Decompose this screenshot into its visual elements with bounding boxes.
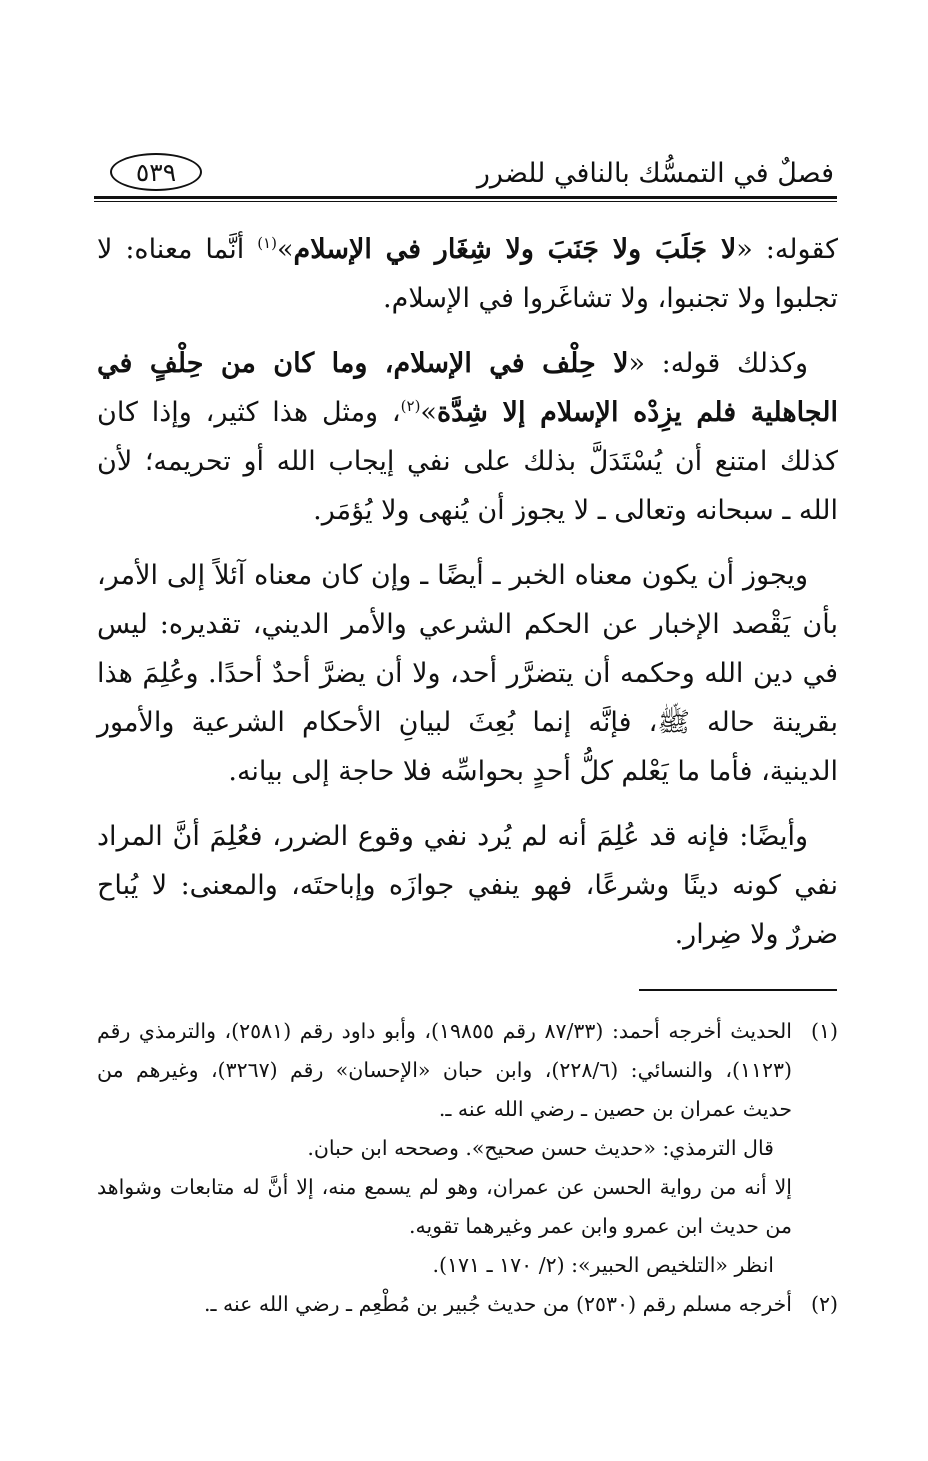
footnotes — [97, 1012, 838, 1324]
footnote-marker: (١) — [810, 1019, 838, 1043]
paragraph-1 — [97, 225, 838, 323]
p1-close-quote: » — [276, 234, 294, 265]
p2-rest: ، ومثل هذا كثير، وإذا كان كذلك امتنع أن يُسْتَدَلَّ بذلك على نفي إيجاب الله أو تحريمه؛ لأن الله ـ سبحانه وتعالى ـ لا يجوز أن يُنهى ولا يُؤمَر. — [97, 397, 838, 526]
paragraph-3: ويجوز أن يكون معناه الخبر ـ أيضًا ـ وإن كان معناه آئلاً إلى الأمر، بأن يَقْصد الإخبار عن الحكم الشرعي والأمر الديني، تقديره: ليس في دين الله وحكمه أن يتضرَّر أحد، ولا أن يضرَّ أحدٌ أحدًا. وعُلِمَ هذا بقرينة حاله ﷺ، فإنَّه إنما بُعِثَ لبيانِ الأحكام الشرعية والأمور الدينية، فأما ما يَعْلم كلُّ أحدٍ بحواسِّه فلا حاجة إلى بيانه. — [97, 560, 838, 787]
footnote-ref-2: (٢) — [400, 397, 421, 415]
main-text — [97, 225, 838, 975]
footnote-marker: (٢) — [810, 1292, 838, 1316]
footnote-line: قال الترمذي: «حديث حسن صحيح». وصححه ابن حبان. — [307, 1136, 774, 1160]
p2-close-quote: » — [420, 397, 437, 428]
p1-rest: أنَّما معناه: لا تجلبوا ولا تجنبوا، ولا تشاغَروا في الإسلام. — [97, 234, 838, 314]
running-title: فصلٌ في التمسُّك بالنافي للضرر — [476, 158, 834, 189]
page-number-badge: ٥٣٩ — [110, 153, 202, 191]
footnote-body — [97, 1285, 792, 1324]
p2-hadith: لا حِلْف في الإسلام، وما كان من حِلْفٍ في الجاهلية فلم يزِدْه الإسلام إلا شِدَّة — [97, 348, 838, 428]
header-rule-thick — [94, 196, 837, 199]
p2-intro: وكذلك قوله: « — [628, 348, 808, 379]
footnote-line: إلا أنه من رواية الحسن عن عمران، وهو لم يسمع منه، إلا أنَّ له متابعات وشواهد من حديث ابن عمرو وابن عمر وغيرهما تقويه. — [97, 1175, 792, 1238]
p1-hadith: لا جَلَبَ ولا جَنَبَ ولا شِغَار في الإسلام — [293, 234, 737, 265]
paragraph-4: وأيضًا: فإنه قد عُلِمَ أنه لم يُرد نفي وقوع الضرر، فعُلِمَ أنَّ المراد نفي كونه دينًا وشرعًا، فهو ينفي جوازَه وإباحتَه، والمعنى: لا يُباح ضررٌ ولا ضِرار. — [97, 821, 838, 950]
footnote-ref-1: (١) — [257, 234, 277, 252]
paragraph-2 — [97, 339, 838, 535]
footnote-2 — [97, 1285, 838, 1324]
footnote-1 — [97, 1012, 838, 1285]
page-header — [98, 150, 834, 198]
p1-intro: كقوله: « — [736, 234, 838, 265]
footnote-body — [97, 1012, 792, 1285]
footnote-separator — [639, 989, 837, 991]
footnote-line: انظر «التلخيص الحبير»: (٢/ ١٧٠ ـ ١٧١). — [432, 1253, 774, 1277]
footnote-line: الحديث أخرجه أحمد: (٨٧/٣٣ رقم ١٩٨٥٥)، وأبو داود رقم (٢٥٨١)، والترمذي رقم (١١٢٣)، والنسائي: (٢٢٨/٦)، وابن حبان «الإحسان» رقم (٣٢٦٧)، وغيرهم من حديث عمران بن حصين ـ رضي الله عنه ـ. — [97, 1019, 792, 1121]
footnote-line: أخرجه مسلم رقم (٢٥٣٠) من حديث جُبير بن مُطْعِم ـ رضي الله عنه ـ. — [203, 1292, 792, 1316]
header-rule-thin — [94, 201, 837, 202]
